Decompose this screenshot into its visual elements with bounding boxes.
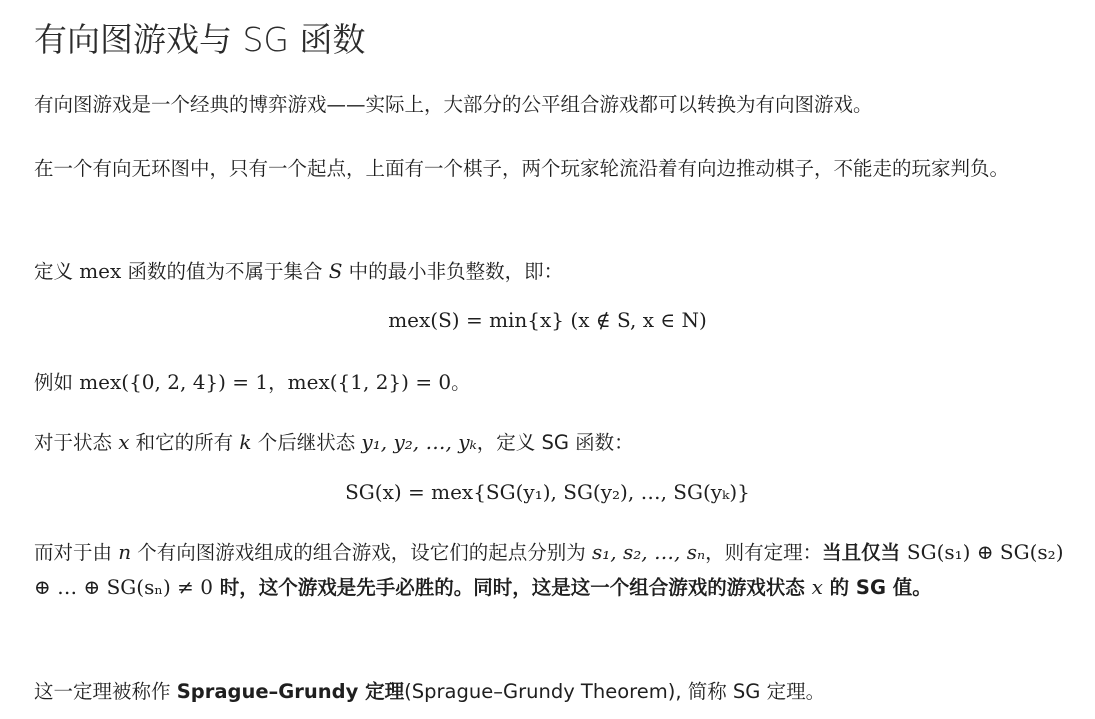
- paragraph-mex-definition: [34, 254, 1064, 289]
- theorem-bold-1: 当且仅当: [822, 541, 907, 564]
- text: 和它的所有: [129, 431, 240, 454]
- text: ，: [268, 371, 288, 394]
- page-title: 有向图游戏与 SG 函数: [34, 20, 366, 59]
- equation-sg: SG(x) = mex{SG(y₁), SG(y₂), …, SG(yₖ)}: [345, 480, 750, 504]
- math-k: k: [239, 430, 252, 454]
- theorem-name: Sprague–Grundy 定理: [176, 680, 405, 703]
- paragraph-intro: 有向图游戏是一个经典的博弈游戏——实际上，大部分的公平组合游戏都可以转换为有向图游戏。: [34, 93, 873, 116]
- math-x-state: x: [811, 575, 823, 599]
- equation-mex: mex(S) = min{x} (x ∉ S, x ∈ N): [388, 308, 707, 332]
- paragraph-sg-definition: [34, 425, 1064, 460]
- text: 例如: [34, 371, 80, 394]
- paragraph-mex-example: [34, 365, 1064, 400]
- math-mex: mex: [79, 259, 122, 283]
- math-xor-condition: SG(s₁) ⊕ SG(s₂) ⊕ … ⊕ SG(sₙ) ≠ 0: [34, 540, 1064, 599]
- math-set-s: S: [328, 259, 343, 283]
- math-n: n: [118, 540, 132, 564]
- text: 这一定理被称作: [34, 680, 177, 703]
- math-successors: y₁, y₂, …, yₖ: [361, 430, 477, 454]
- theorem-bold-2: 时，这个游戏是先手必胜的。同时，这是这一个组合游戏的游戏状态: [212, 576, 812, 599]
- text: 函数的值为不属于集合: [121, 260, 329, 283]
- math-example-2: mex({1, 2}) = 0: [287, 370, 452, 394]
- paragraph-theorem-name: [34, 675, 1064, 709]
- text: 对于状态: [34, 431, 119, 454]
- text: (Sprague–Grundy Theorem), 简称 SG 定理。: [404, 680, 826, 703]
- theorem-bold-3: 的 SG 值。: [822, 576, 932, 599]
- math-example-1: mex({0, 2, 4}) = 1: [79, 370, 269, 394]
- text: 定义: [34, 260, 80, 283]
- text: 而对于由: [34, 541, 119, 564]
- math-starts: s₁, s₂, …, sₙ: [592, 540, 706, 564]
- text: 个有向图游戏组成的组合游戏，设它们的起点分别为: [131, 541, 592, 564]
- text: ，定义 SG 函数：: [476, 431, 634, 454]
- paragraph-game-definition: 在一个有向无环图中，只有一个起点，上面有一个棋子，两个玩家轮流沿着有向边推动棋子，不能走的玩家判负。: [34, 157, 1010, 180]
- text: ，则有定理：: [705, 541, 823, 564]
- text: 个后继状态: [251, 431, 362, 454]
- text: 。: [451, 371, 471, 394]
- text: 中的最小非负整数，即：: [342, 260, 564, 283]
- math-x: x: [118, 430, 130, 454]
- paragraph-sg-theorem: [34, 535, 1064, 605]
